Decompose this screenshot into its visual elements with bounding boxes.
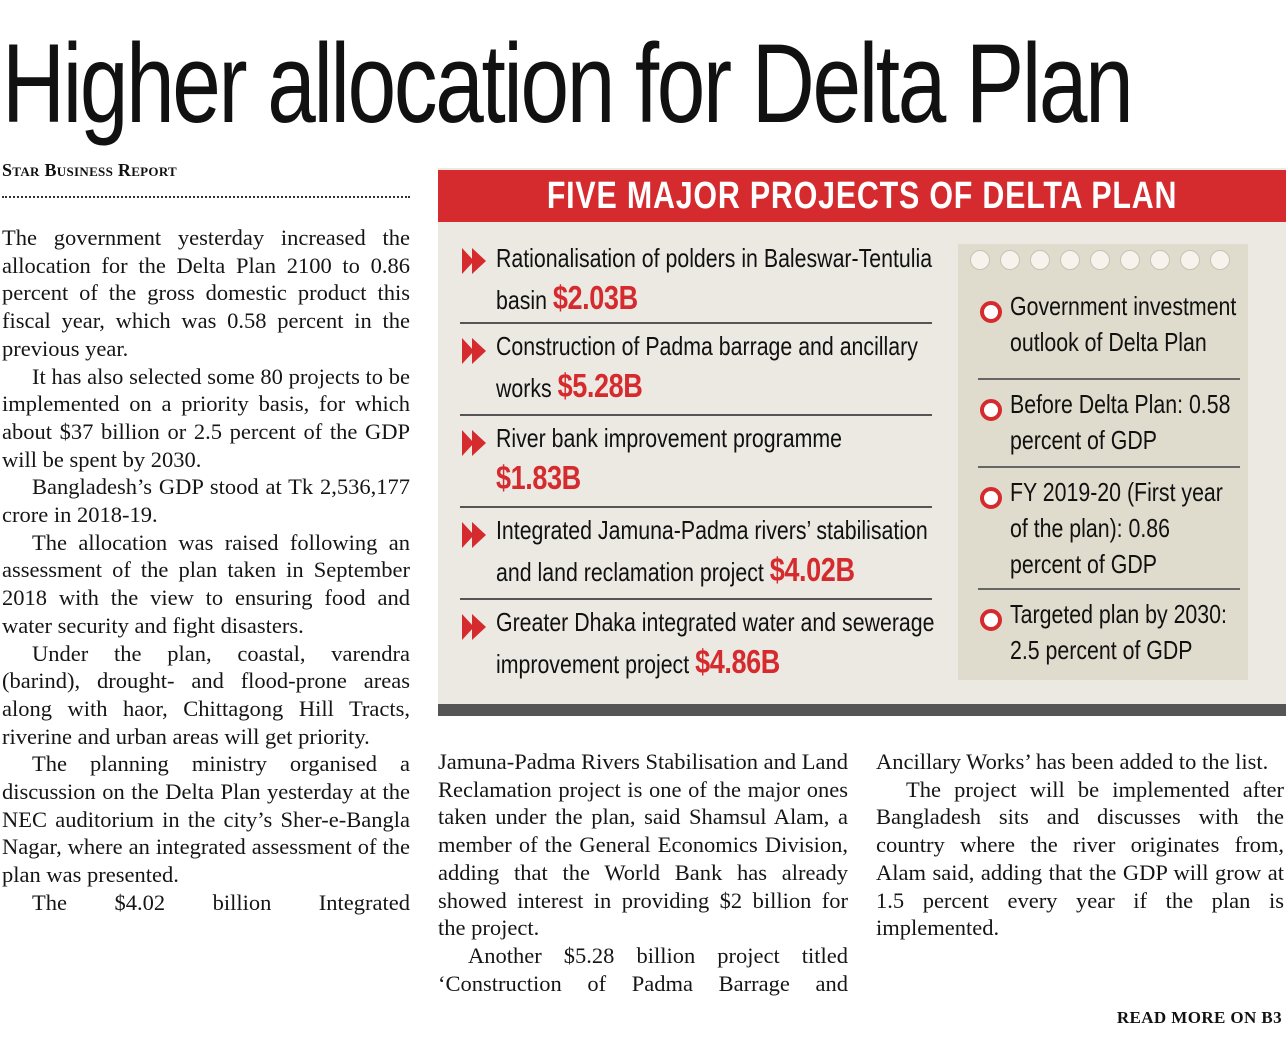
project-name: Greater Dhaka integrated water and sewerage improvement project xyxy=(496,607,935,679)
note-text: Targeted plan by 2030: 2.5 percent of GDP xyxy=(1010,599,1227,665)
paragraph: The $4.02 billion Integrated xyxy=(32,889,410,915)
paragraph: Bangladesh’s GDP stood at Tk 2,536,177 crore in 2018-19. xyxy=(2,474,410,528)
byline: Star Business Report xyxy=(2,160,178,180)
headline: Higher allocation for Delta Plan xyxy=(2,21,1132,146)
paragraph: Ancillary Works’ has been added to the list. xyxy=(876,749,1269,774)
project-item xyxy=(460,416,932,508)
project-name: River bank improvement programme xyxy=(496,423,842,453)
project-name: Rationalisation of polders in Baleswar-Tentulia basin xyxy=(496,243,933,315)
notepad-binding xyxy=(966,250,1242,272)
article-column-2 xyxy=(438,748,848,997)
infographic-bottom-bar xyxy=(438,704,1286,716)
infographic xyxy=(438,168,1286,716)
project-amount: $1.83B xyxy=(496,459,581,496)
project-name: Integrated Jamuna-Padma rivers’ stabilisation and land reclamation project xyxy=(496,515,928,587)
read-more-link[interactable]: READ MORE ON B3 xyxy=(1116,1008,1282,1027)
note-text: FY 2019-20 (First year of the plan): 0.86 percent of GDP xyxy=(1010,477,1223,579)
note-item xyxy=(978,590,1240,674)
paragraph: The planning ministry organised a discussion on the Delta Plan yesterday at the NEC auditorium in the city’s Sher-e-Bangla Nagar, where an integrated assessment of the plan was presented. xyxy=(2,751,410,888)
project-item xyxy=(460,324,932,416)
note-list xyxy=(978,288,1240,674)
project-item xyxy=(460,238,932,324)
arrow-icon xyxy=(462,338,486,364)
arrow-icon xyxy=(462,430,486,456)
project-amount: $5.28B xyxy=(557,367,643,404)
arrow-icon xyxy=(462,522,486,548)
paragraph: Under the plan, coastal, varendra (barind), drought- and flood-prone areas along with haor, Chittagong Hill Tracts, riverine and urban areas will get priority. xyxy=(2,640,410,749)
note-item xyxy=(978,288,1240,380)
note-item xyxy=(978,380,1240,468)
paragraph: The project will be implemented after Bangladesh sits and discusses with the country where the river originates from, Alam said, adding that the GDP will grow at 1.5 percent every year if the plan is implemented. xyxy=(876,776,1284,941)
note-item xyxy=(978,468,1240,590)
arrow-icon xyxy=(462,248,486,274)
project-amount: $4.02B xyxy=(769,551,855,588)
circle-bullet-icon xyxy=(980,487,1002,509)
project-item xyxy=(460,508,932,600)
paragraph: It has also selected some 80 projects to be implemented on a priority basis, for which about $37 billion or 2.5 percent of the GDP will be spent by 2030. xyxy=(2,363,410,472)
arrow-icon xyxy=(462,614,486,640)
paragraph: The government yesterday increased the allocation for the Delta Plan 2100 to 0.86 percent of the gross domestic product this fiscal year, which was 0.58 percent in the previous year. xyxy=(2,225,410,361)
notepad-panel xyxy=(958,244,1248,680)
project-name: Construction of Padma barrage and ancillary works xyxy=(496,331,918,403)
byline-divider xyxy=(2,196,410,198)
project-item xyxy=(460,600,935,688)
project-amount: $4.86B xyxy=(695,643,780,680)
note-text: Before Delta Plan: 0.58 percent of GDP xyxy=(1010,389,1231,455)
note-text: Government investment outlook of Delta Plan xyxy=(1010,291,1237,357)
article-column-1 xyxy=(2,224,410,917)
circle-bullet-icon xyxy=(980,399,1002,421)
circle-bullet-icon xyxy=(980,301,1002,323)
paragraph: Another $5.28 billion project titled ‘Construction of Padma Barrage and xyxy=(438,942,848,996)
paragraph: Jamuna-Padma Rivers Stabilisation and Land Reclamation project is one of the major ones taken under the plan, said Shamsul Alam, a member of the General Economics Division, adding that the World Bank has already showed interest in providing $2 billion for the project. xyxy=(438,749,848,941)
project-amount: $2.03B xyxy=(552,279,638,316)
project-list xyxy=(460,238,935,688)
article-column-3 xyxy=(876,748,1284,942)
paragraph: The allocation was raised following an assessment of the plan taken in September 2018 with the view to ensuring food and water security and fight disasters. xyxy=(2,529,410,638)
circle-bullet-icon xyxy=(980,609,1002,631)
infographic-title: FIVE MAJOR PROJECTS OF DELTA PLAN xyxy=(438,170,1286,222)
